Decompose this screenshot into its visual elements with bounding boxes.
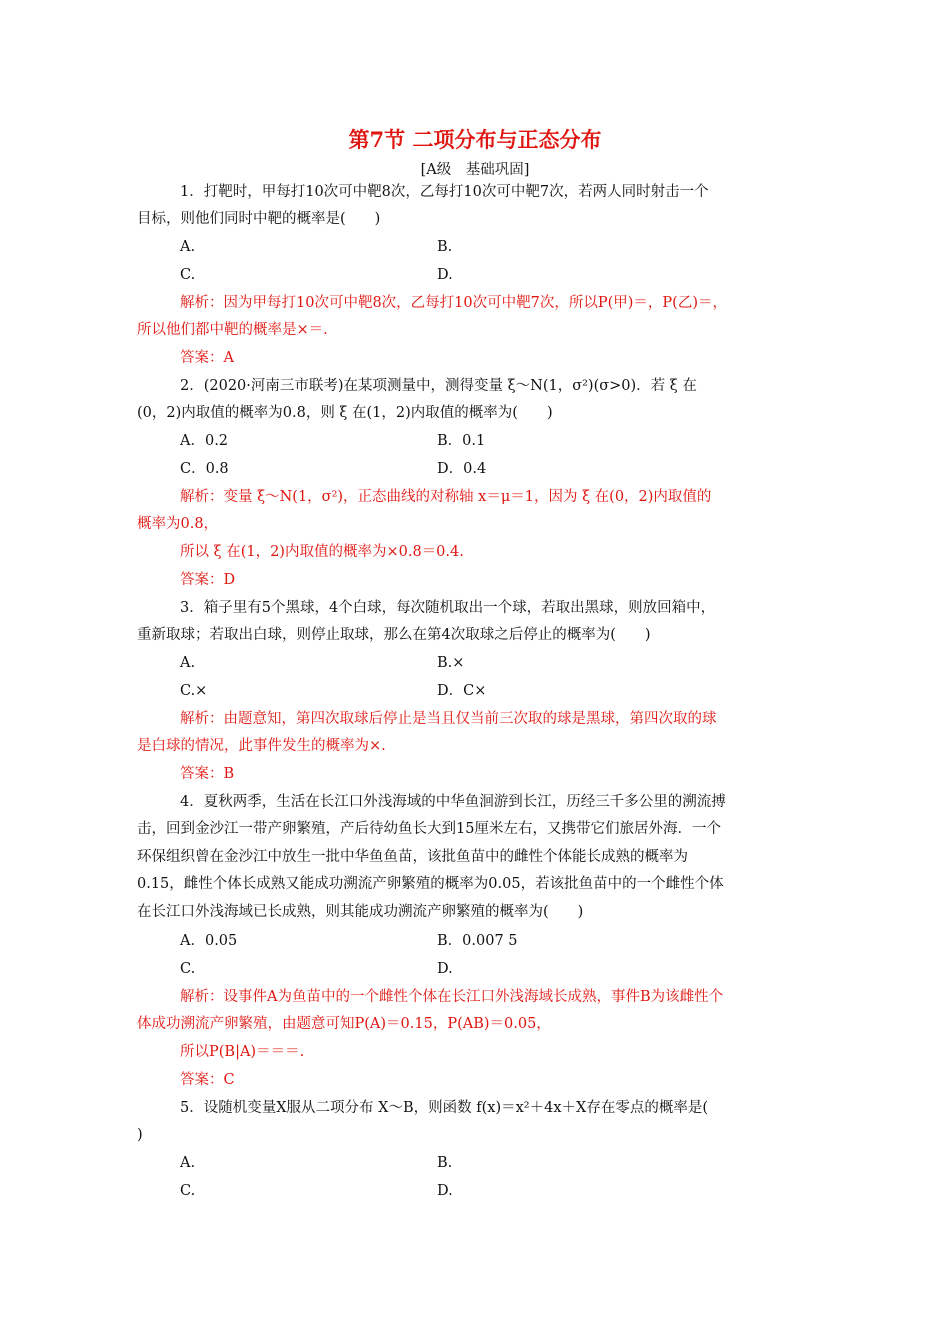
q2-option-a: A．0.2 bbox=[180, 433, 229, 449]
q2-stem-line1: 2．(2020·河南三市联考)在某项测量中，测得变量 ξ～N(1，σ²)(σ>0)．若 ξ 在 bbox=[180, 378, 697, 394]
q3-option-a: A. bbox=[180, 655, 196, 671]
q4-answer: 答案：C bbox=[180, 1072, 235, 1088]
q5-option-c: C. bbox=[180, 1183, 196, 1199]
q3-solution-line1: 解析：由题意知，第四次取球后停止是当且仅当前三次取的球是黑球，第四次取的球 bbox=[180, 711, 717, 727]
level-heading: [A级 基础巩固] bbox=[420, 162, 530, 178]
q1-answer: 答案：A bbox=[180, 350, 234, 366]
q4-option-d: D. bbox=[437, 961, 453, 977]
q4-solution-line3: 所以P(B|A)＝＝＝. bbox=[180, 1044, 305, 1060]
q2-solution-line1: 解析：变量 ξ～N(1，σ²)，正态曲线的对称轴 x＝μ＝1，因为 ξ 在(0，2)内取值的 bbox=[180, 489, 712, 505]
q2-option-c: C．0.8 bbox=[180, 461, 229, 477]
q1-option-b: B. bbox=[437, 239, 453, 255]
q4-option-a: A．0.05 bbox=[180, 933, 238, 949]
q3-option-b: B.× bbox=[437, 655, 465, 671]
q2-answer: 答案：D bbox=[180, 572, 236, 588]
q1-option-a: A. bbox=[180, 239, 196, 255]
q5-stem-line1: 5．设随机变量X服从二项分布 X～B，则函数 f(x)＝x²＋4x＋X存在零点的概率是( bbox=[180, 1100, 708, 1116]
q4-stem-line1: 4．夏秋两季，生活在长江口外浅海域的中华鱼洄游到长江，历经三千多公里的溯流搏 bbox=[180, 794, 726, 810]
q1-stem-line2: 目标，则他们同时中靶的概率是( ) bbox=[137, 211, 381, 227]
q4-option-b: B．0.007 5 bbox=[437, 933, 518, 949]
q3-stem-line1: 3．箱子里有5个黑球，4个白球，每次随机取出一个球，若取出黑球，则放回箱中， bbox=[180, 600, 716, 616]
q1-solution-line2: 所以他们都中靶的概率是×＝. bbox=[137, 322, 328, 338]
q3-option-c: C.× bbox=[180, 683, 208, 699]
q2-solution-line3: 所以 ξ 在(1，2)内取值的概率为×0.8＝0.4. bbox=[180, 544, 464, 560]
q2-stem-line2: (0，2)内取值的概率为0.8，则 ξ 在(1，2)内取值的概率为( ) bbox=[137, 405, 553, 421]
q5-option-d: D. bbox=[437, 1183, 453, 1199]
q2-option-d: D．0.4 bbox=[437, 461, 487, 477]
q1-option-c: C. bbox=[180, 267, 196, 283]
q4-stem-line2: 击，回到金沙江一带产卵繁殖，产后待幼鱼长大到15厘米左右，又携带它们旅居外海．一个 bbox=[137, 821, 721, 837]
q3-stem-line2: 重新取球；若取出白球，则停止取球，那么在第4次取球之后停止的概率为( ) bbox=[137, 627, 651, 643]
q3-answer: 答案：B bbox=[180, 766, 235, 782]
q4-solution-line2: 体成功溯流产卵繁殖，由题意可知P(A)＝0.15，P(AB)＝0.05， bbox=[137, 1016, 551, 1032]
q5-stem-line2: ) bbox=[137, 1127, 143, 1143]
q1-option-d: D. bbox=[437, 267, 453, 283]
q2-option-b: B．0.1 bbox=[437, 433, 486, 449]
q1-solution-line1: 解析：因为甲每打10次可中靶8次，乙每打10次可中靶7次，所以P(甲)＝，P(乙)＝， bbox=[180, 295, 727, 311]
q4-stem-line3: 环保组织曾在金沙江中放生一批中华鱼鱼苗，该批鱼苗中的雌性个体能长成熟的概率为 bbox=[137, 849, 688, 865]
q5-option-b: B. bbox=[437, 1155, 453, 1171]
page-title: 第7节 二项分布与正态分布 bbox=[348, 127, 602, 152]
q1-stem-line1: 1．打靶时，甲每打10次可中靶8次，乙每打10次可中靶7次，若两人同时射击一个 bbox=[180, 184, 709, 200]
q3-solution-line2: 是白球的情况，此事件发生的概率为×. bbox=[137, 738, 386, 754]
q2-solution-line2: 概率为0.8， bbox=[137, 516, 219, 532]
q4-solution-line1: 解析：设事件A为鱼苗中的一个雌性个体在长江口外浅海域长成熟，事件B为该雌性个 bbox=[180, 989, 724, 1005]
q3-option-d: D．C× bbox=[437, 683, 487, 699]
q4-stem-line4: 0.15，雌性个体长成熟又能成功溯流产卵繁殖的概率为0.05，若该批鱼苗中的一个雌性个体 bbox=[137, 876, 724, 892]
q5-option-a: A. bbox=[180, 1155, 196, 1171]
q4-option-c: C. bbox=[180, 961, 196, 977]
q4-stem-line5: 在长江口外浅海域已长成熟，则其能成功溯流产卵繁殖的概率为( ) bbox=[137, 904, 584, 920]
